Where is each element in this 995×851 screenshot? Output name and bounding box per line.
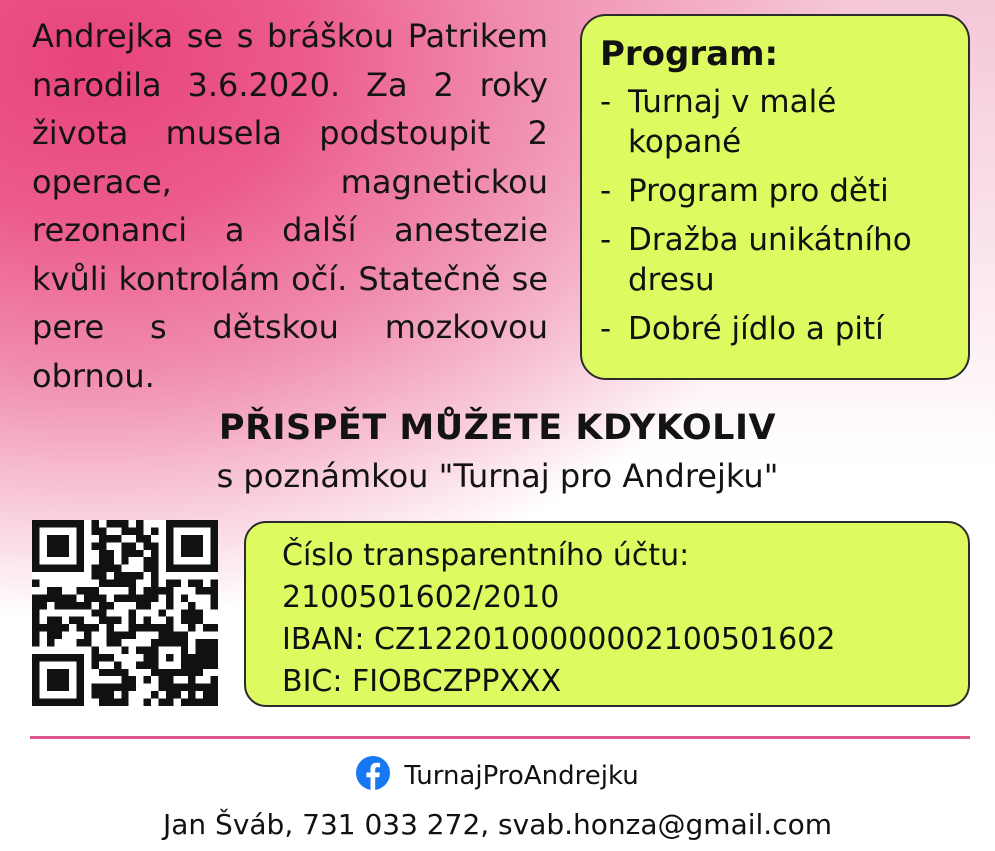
divider [30, 736, 970, 739]
program-item: - Dobré jídlo a pití [600, 311, 884, 347]
contact-info: Jan Šváb, 731 033 272, svab.honza@gmail.com [162, 808, 832, 841]
donate-subline: s poznámkou "Turnaj pro Andrejku" [216, 457, 779, 495]
account-label: Číslo transparentního účtu: [282, 538, 690, 573]
account-bic: BIC: FIOBCZPPXXX [282, 664, 562, 699]
program-title: Program: [600, 34, 779, 74]
program-item: - Program pro děti [600, 173, 889, 209]
program-list [600, 82, 950, 349]
donate-headline: PŘISPĚT MŮŽETE KDYKOLIV [218, 408, 777, 448]
story-paragraph: Andrejka se s bráškou Patrikem narodila 3.6.2020. Za 2 roky života musela podstoupit 2 operace, magnetickou rezonanci a další anestezie kvůli kontrolám očí. Statečně se pere s dětskou mozkovou obrnou. [32, 17, 548, 395]
account-box [244, 521, 970, 707]
program-box [580, 14, 970, 380]
program-item: - Dražba unikátního dresu [600, 222, 912, 298]
facebook-page-name: TurnajProAndrejku [404, 761, 639, 791]
program-item: - Turnaj v malé kopané [600, 84, 837, 160]
account-iban: IBAN: CZ1220100000002100501602 [282, 622, 836, 657]
facebook-link[interactable] [0, 756, 995, 794]
facebook-icon [356, 756, 390, 790]
account-number: 2100501602/2010 [282, 580, 560, 615]
qr-code[interactable] [32, 520, 218, 706]
